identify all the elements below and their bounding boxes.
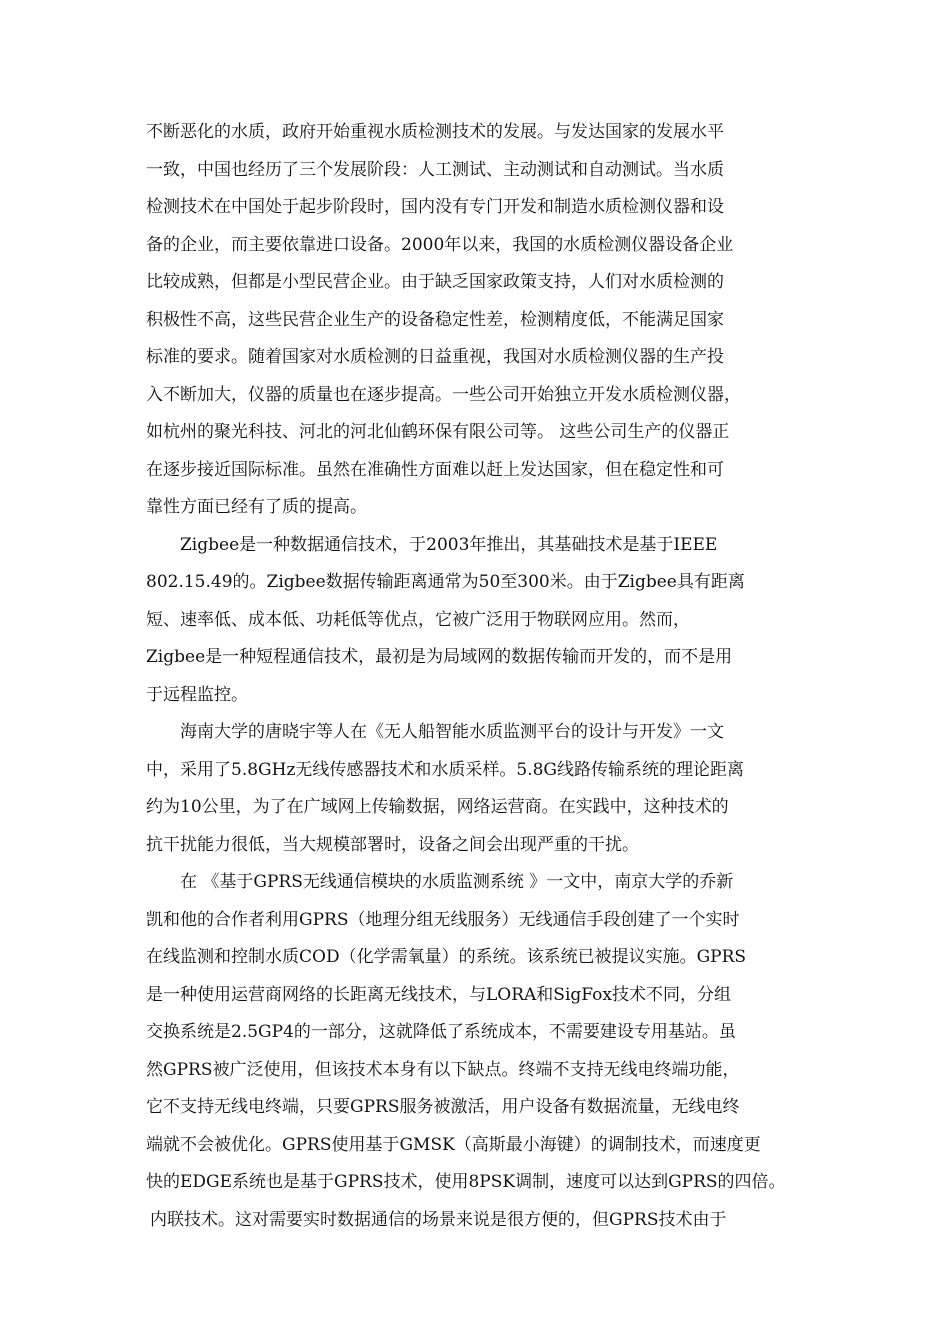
text-line: 在线监测和控制水质COD（化学需氧量）的系统。该系统已被提议实施。GPRS <box>146 947 747 967</box>
paragraph-zigbee <box>146 527 806 715</box>
text-line: 一致，中国也经历了三个发展阶段：人工测试、主动测试和自动测试。当水质 <box>146 159 724 180</box>
text-line: 是一种使用运营商网络的长距离无线技术，与LORA和SigFox技术不同，分组 <box>146 984 731 1005</box>
text-line: 约为10公里，为了在广域网上传输数据，网络运营商。在实践中，这种技术的 <box>146 797 729 817</box>
text-line: 备的企业，而主要依靠进口设备。2000年以来，我国的水质检测仪器设备企业 <box>146 234 734 255</box>
text-line: 靠性方面已经有了质的提高。 <box>146 497 367 517</box>
paragraph-gprs <box>146 864 806 1239</box>
text-line: 中，采用了5.8GHz无线传感器技术和水质采样。5.8G线路传输系统的理论距离 <box>146 759 745 780</box>
text-line: 比较成熟，但都是小型民营企业。由于缺乏国家政策支持，人们对水质检测的 <box>146 272 724 292</box>
paragraph-water-quality-history <box>146 114 806 527</box>
text-line: Zigbee是一种数据通信技术，于2003年推出，其基础技术是基于IEEE <box>180 534 718 555</box>
text-line: 交换系统是2.5GP4的一部分，这就降低了系统成本，不需要建设专用基站。虽 <box>146 1022 736 1042</box>
text-line: 在 《基于GPRS无线通信模块的水质监测系统 》一文中，南京大学的乔新 <box>180 872 734 892</box>
paragraph-hainan-university <box>146 714 806 864</box>
document-body <box>146 114 806 1239</box>
text-line: 端就不会被优化。GPRS使用基于GMSK（高斯最小海键）的调制技术，而速度更 <box>146 1134 761 1155</box>
text-line: 快的EDGE系统也是基于GPRS技术，使用8PSK调制，速度可以达到GPRS的四倍。 <box>146 1172 786 1192</box>
text-line: 于远程监控。 <box>146 684 248 705</box>
text-line: 802.15.49的。Zigbee数据传输距离通常为50至300米。由于Zigbee具有距离 <box>146 572 745 592</box>
text-line: 它不支持无线电终端，只要GPRS服务被激活，用户设备有数据流量，无线电终 <box>146 1097 740 1117</box>
text-line: 抗干扰能力很低，当大规模部署时，设备之间会出现严重的干扰。 <box>146 834 639 855</box>
text-line: Zigbee是一种短程通信技术，最初是为局域网的数据传输而开发的，而不是用 <box>146 647 733 667</box>
text-line: 在逐步接近国际标准。虽然在准确性方面难以赶上发达国家，但在稳定性和可 <box>146 459 724 480</box>
text-line: 内联技术。这对需要实时数据通信的场景来说是很方便的，但GPRS技术由于 <box>150 1209 727 1230</box>
text-line: 如杭州的聚光科技、河北的河北仙鹤环保有限公司等。 这些公司生产的仪器正 <box>146 422 730 442</box>
text-line: 入不断加大，仪器的质量也在逐步提高。一些公司开始独立开发水质检测仪器， <box>146 384 741 405</box>
text-line: 短、速率低、成本低、功耗低等优点，它被广泛用于物联网应用。然而， <box>146 609 690 630</box>
text-line: 然GPRS被广泛使用，但该技术本身有以下缺点。终端不支持无线电终端功能， <box>146 1059 740 1080</box>
text-line: 检测技术在中国处于起步阶段时，国内没有专门开发和制造水质检测仪器和设 <box>146 197 724 217</box>
text-line: 海南大学的唐晓宇等人在《无人船智能水质监测平台的设计与开发》一文 <box>180 722 724 742</box>
text-line: 积极性不高，这些民营企业生产的设备稳定性差，检测精度低，不能满足国家 <box>146 309 724 330</box>
text-line: 标准的要求。随着国家对水质检测的日益重视，我国对水质检测仪器的生产投 <box>146 347 724 367</box>
text-line: 凯和他的合作者利用GPRS（地理分组无线服务）无线通信手段创建了一个实时 <box>146 909 740 930</box>
text-line: 不断恶化的水质，政府开始重视水质检测技术的发展。与发达国家的发展水平 <box>146 122 724 142</box>
